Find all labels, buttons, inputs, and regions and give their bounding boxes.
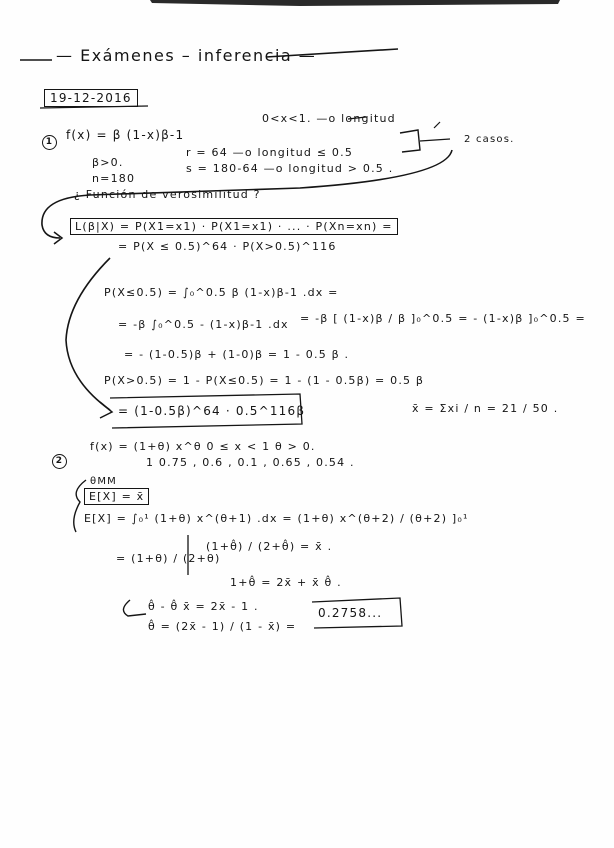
question-2-marker xyxy=(52,452,67,469)
q1-likelihood xyxy=(70,220,398,233)
q1-xbar: x̄ = Σxi / n = 21 / 50 . xyxy=(412,402,559,415)
q2-density: f(x) = (1+θ) x^θ 0 ≤ x < 1 θ > 0. xyxy=(90,440,316,453)
q2-step-5: θ̂ = (2x̄ - 1) / (1 - x̄) = xyxy=(148,620,297,633)
q1-r-line: r = 64 —o longitud ≤ 0.5 xyxy=(186,146,354,159)
q1-integral-1b: = -β [ (1-x)β / β ]₀^0.5 = - (1-x)β ]₀^0.5 = xyxy=(300,312,586,325)
q1-result: = (1-0.5β)^64 · 0.5^116β xyxy=(118,404,306,418)
q2-step-2: (1+θ̂) / (2+θ̂) = x̄ . xyxy=(206,540,333,553)
q1-beta-condition: β>0. xyxy=(92,156,124,169)
q1-cases-note: 2 casos. xyxy=(464,134,515,145)
q1-question: ¿ Función de verosimilitud ? xyxy=(74,188,261,201)
q1-likelihood-text: L(β|X) = P(X1=x1) · P(X1=x1) · ... · P(Xn=xn) = xyxy=(70,218,398,235)
question-1-number: 1 xyxy=(42,135,57,150)
q2-sample: 1 0.75 , 0.6 , 0.1 , 0.65 , 0.54 . xyxy=(146,456,355,469)
q1-integral-1: P(X≤0.5) = ∫₀^0.5 β (1-x)β-1 .dx = xyxy=(104,286,339,299)
q1-integral-2: = -β ∫₀^0.5 - (1-x)β-1 .dx xyxy=(118,318,289,331)
q2-expectation: E[X] = ∫₀¹ (1+θ) x^(θ+1) .dx = (1+θ) x^(θ+2) / (θ+2) ]₀¹ xyxy=(84,512,469,525)
q1-n-value: n=180 xyxy=(92,172,136,185)
date-label xyxy=(44,91,138,105)
date-value: 19-12-2016 xyxy=(44,89,138,107)
q1-likelihood-2: = P(X ≤ 0.5)^64 · P(X>0.5)^116 xyxy=(118,240,337,253)
q2-answer: 0.2758... xyxy=(318,606,383,620)
q2-step-3: 1+θ̂ = 2x̄ + x̄ θ̂ . xyxy=(230,576,342,589)
q1-integral-3: = - (1-0.5)β + (1-0)β = 1 - 0.5 β . xyxy=(124,348,350,361)
q1-density: f(x) = β (1-x)β-1 xyxy=(66,128,185,142)
question-1-marker xyxy=(42,133,57,150)
q1-domain: 0<x<1. —o longitud xyxy=(262,112,396,125)
q2-moment-equation xyxy=(84,490,149,503)
q2-step-4: θ̂ - θ̂ x̄ = 2x̄ - 1 . xyxy=(148,600,259,613)
question-2-number: 2 xyxy=(52,454,67,469)
q1-complement: P(X>0.5) = 1 - P(X≤0.5) = 1 - (1 - 0.5β) = 0.5 β xyxy=(104,374,425,387)
page-title: — Exámenes – inferencia — xyxy=(56,46,317,65)
q2-moment-equation-text: E[X] = x̄ xyxy=(84,488,149,505)
q2-method: θMM xyxy=(90,476,117,487)
q1-s-line: s = 180-64 —o longitud > 0.5 . xyxy=(186,162,394,175)
q2-step-1: = (1+θ) / (2+θ) xyxy=(116,552,221,565)
